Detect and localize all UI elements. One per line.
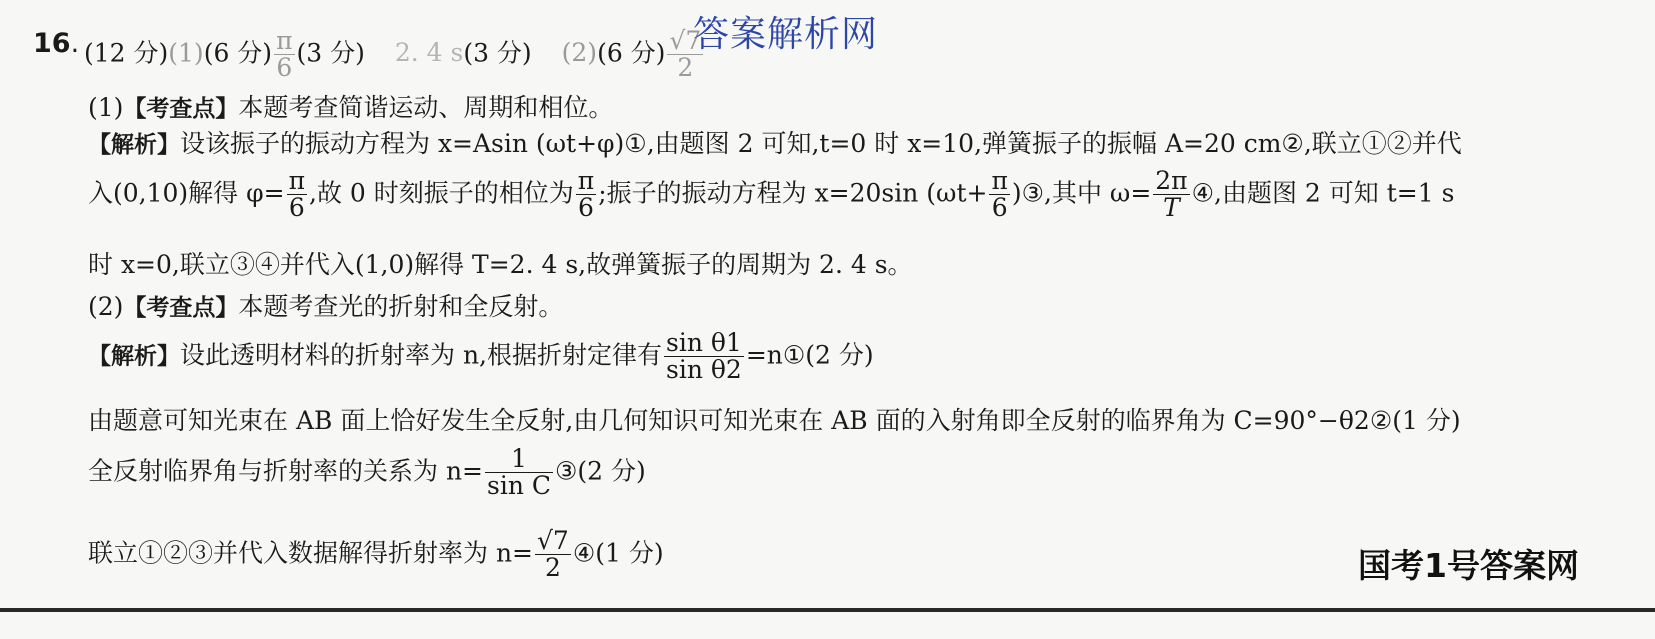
answer-phase-fraction: $\frac{\pi}{6}$ bbox=[276, 26, 293, 83]
part2-topic-line bbox=[88, 287, 563, 323]
part1-line2-b: ,故 0 时刻振子的相位为 bbox=[309, 178, 574, 208]
part1-topic-line bbox=[88, 88, 613, 124]
period-score: (3 分) bbox=[463, 38, 532, 68]
part2-line2-text: 由题意可知光束在 AB 面上恰好发生全反射,由几何知识可知光束在 AB 面的入射角即全反射的临界角为 C=90°−θ2②(1 分) bbox=[88, 406, 1461, 435]
watermark-top: 答案解析网 bbox=[693, 14, 879, 55]
part2-kaochadian: 【考查点】 bbox=[123, 295, 239, 321]
part2-line1 bbox=[88, 330, 874, 384]
omega-fraction: $\frac{2\pi}{T}$ bbox=[1155, 166, 1188, 223]
part2-line2 bbox=[88, 401, 1461, 437]
part2-jiexi: 【解析】 bbox=[88, 343, 180, 370]
part2-label: (2) bbox=[561, 38, 598, 68]
part1-kaochadian: 【考查点】 bbox=[123, 96, 239, 122]
critical-angle-fraction: $\frac{1}{\text{sin C}}$ bbox=[487, 444, 552, 501]
part1-line2-e: ④,由题图 2 可知 t=1 s bbox=[1191, 178, 1455, 208]
part1-line2-a: 入(0,10)解得 φ= bbox=[88, 178, 285, 208]
final-index-fraction: $\frac{√7}{2}$ bbox=[537, 526, 569, 583]
answer-period: 2. 4 s bbox=[394, 38, 464, 68]
part1-score: (6 分) bbox=[203, 38, 273, 68]
part2-label-text: (2) bbox=[88, 292, 124, 321]
question-number: 16. bbox=[33, 28, 80, 59]
snell-fraction: $\frac{\text{sin θ1}}{\text{sin θ2}}$ bbox=[666, 328, 742, 385]
part1-jiexi: 【解析】 bbox=[88, 132, 180, 158]
part2-line3-a: 全反射临界角与折射率的关系为 n= bbox=[88, 456, 483, 486]
phase-score: (3 分) bbox=[296, 38, 365, 68]
part1-line2 bbox=[88, 168, 1454, 222]
phi-fraction: $\frac{\pi}{6}$ bbox=[288, 166, 306, 223]
watermark-bottom-right: 国考1号答案网 bbox=[1358, 546, 1579, 585]
phase-fraction: $\frac{\pi}{6}$ bbox=[577, 166, 595, 223]
part1-label-text: (1) bbox=[88, 93, 124, 122]
part1-line3-text: 时 x=0,联立③④并代入(1,0)解得 T=2. 4 s,故弹簧振子的周期为 2. 4 s。 bbox=[88, 250, 913, 279]
part2-topic: 本题考查光的折射和全反射。 bbox=[238, 292, 564, 321]
part1-label: (1) bbox=[168, 38, 204, 68]
equation-fraction: $\frac{\pi}{6}$ bbox=[991, 166, 1008, 223]
part1-topic: 本题考查简谐运动、周期和相位。 bbox=[238, 93, 614, 122]
part1-line2-d: )③,其中 ω= bbox=[1011, 178, 1152, 208]
part2-line3 bbox=[88, 446, 646, 500]
part2-line3-b: ③(2 分) bbox=[555, 456, 646, 486]
part2-score: (6 分) bbox=[597, 38, 666, 68]
part2-line1-b: =n①(2 分) bbox=[745, 340, 874, 370]
part2-line4-a: 联立①②③并代入数据解得折射率为 n= bbox=[88, 538, 533, 568]
part2-line4 bbox=[88, 528, 664, 582]
answer-index-fraction: $\frac{√7}{2}$ bbox=[669, 26, 702, 83]
bottom-divider bbox=[0, 608, 1655, 612]
part1-line3 bbox=[88, 245, 913, 281]
part1-line2-c: ;振子的振动方程为 x=20sin (ωt+ bbox=[598, 178, 988, 208]
part2-line1-a: 设此透明材料的折射率为 n,根据折射定律有 bbox=[180, 340, 662, 370]
question-header bbox=[84, 28, 705, 82]
part1-line1 bbox=[88, 124, 1462, 160]
total-score: (12 分) bbox=[84, 38, 169, 68]
part2-line4-b: ④(1 分) bbox=[572, 538, 664, 568]
part1-line1-text: 设该振子的振动方程为 x=Asin (ωt+φ)①,由题图 2 可知,t=0 时 x=10,弹簧振子的振幅 A=20 cm②,联立①②并代 bbox=[180, 129, 1462, 158]
